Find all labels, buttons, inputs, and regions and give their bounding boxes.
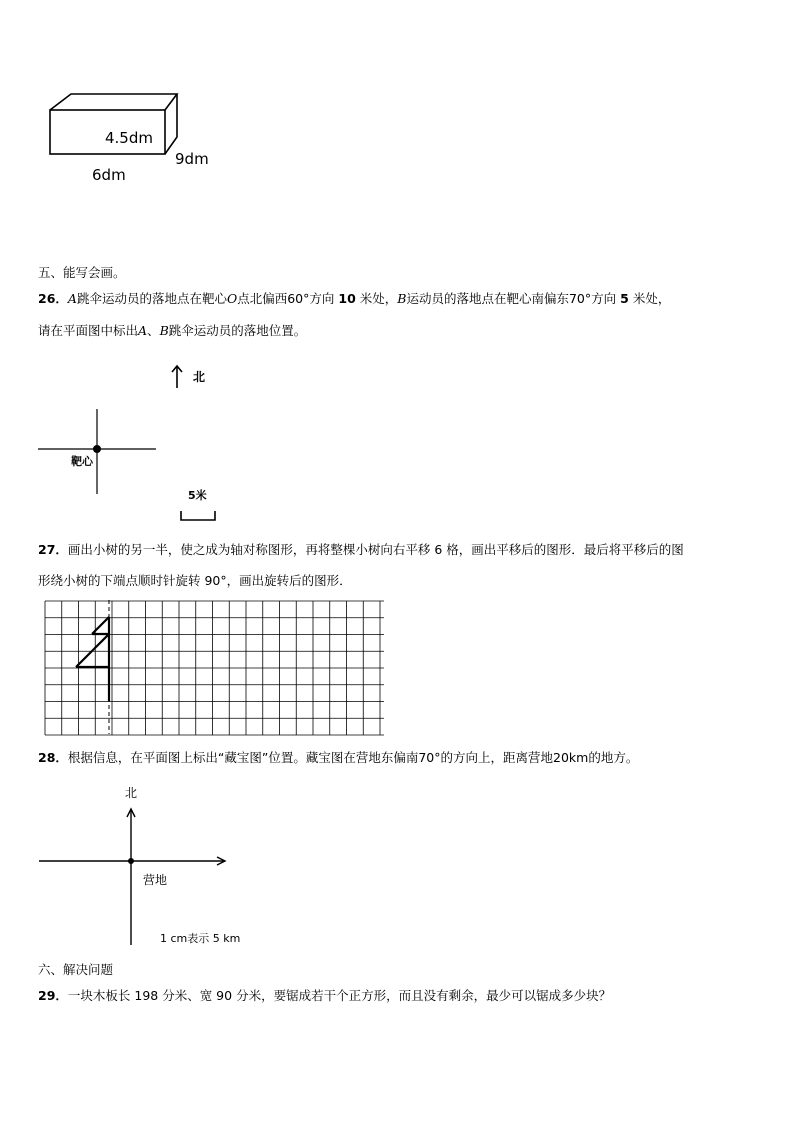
q27-line1	[38, 542, 684, 558]
q26-angle1: 60°	[287, 291, 310, 306]
box-length-label: 6dm	[92, 166, 126, 184]
q29-line	[38, 988, 611, 1004]
point-a-label: A	[138, 323, 148, 338]
q26-sep: 、	[147, 323, 160, 338]
q26-text: 请在平面图中标出	[38, 323, 139, 338]
q26-distance1: 10	[338, 291, 356, 306]
q28-camp-figure	[30, 780, 270, 950]
q28-distance: 20km	[553, 750, 589, 765]
box-depth-label: 9dm	[175, 150, 209, 168]
q28-number: 28．	[38, 750, 68, 765]
q28-text: 根据信息，在平面图上标出“藏宝图”位置。藏宝图在营地东偏南	[67, 750, 419, 765]
section-six-heading: 六、解决问题	[38, 962, 114, 977]
q27-number: 27．	[38, 542, 68, 557]
q26-target-figure	[30, 360, 250, 530]
q26-text: 米处，	[359, 291, 398, 306]
north-label: 北	[193, 370, 206, 384]
q28-text: 的地方。	[588, 750, 639, 765]
q28-angle: 70°	[418, 750, 441, 765]
q26-distance2: 5	[620, 291, 629, 306]
q26-text: 方向	[591, 291, 617, 306]
q29-number: 29．	[38, 988, 68, 1003]
q26-angle2: 70°	[568, 291, 592, 306]
q26-number: 26．	[38, 291, 68, 306]
point-b-label: B	[159, 323, 169, 338]
section-five-heading: 五、能写会画。	[38, 265, 126, 280]
half-tree	[76, 617, 109, 701]
q26-text: 跳伞运动员的落地位置。	[168, 323, 307, 338]
q26-text: 米处，	[632, 291, 671, 306]
scale-label: 1 cm表示 5 km	[160, 932, 241, 945]
q27-text: 画出小树的另一半，使之成为轴对称图形，再将整棵小树向右平移 6 格，画出平移后的图形．最后将平移后的图	[67, 542, 684, 557]
q26-text: 点北偏西	[237, 291, 288, 306]
tree-grid	[44, 600, 384, 738]
q26-text: 方向	[309, 291, 335, 306]
point-b-label: B	[397, 291, 407, 306]
scale-label: 5米	[188, 489, 207, 502]
q26-line2	[38, 323, 306, 339]
q28-text: 的方向上，距离营地	[440, 750, 554, 765]
q29-text: 一块木板长 198 分米、宽 90 分米，要锯成若干个正方形，而且没有剩余，最少可以锯成多少块？	[67, 988, 612, 1003]
q28-line	[38, 750, 638, 766]
point-a-label: A	[67, 291, 77, 306]
box-height-label: 4.5dm	[105, 129, 153, 147]
north-label: 北	[125, 786, 138, 800]
q26-text: 跳伞运动员的落地点在靶心	[76, 291, 227, 306]
q26-line1	[38, 291, 670, 307]
camp-label: 营地	[143, 873, 168, 887]
point-o-label: O	[226, 291, 238, 306]
target-center-label: 靶心	[71, 455, 93, 468]
cuboid-figure	[40, 85, 240, 195]
q26-text: 运动员的落地点在靶心南偏东	[406, 291, 569, 306]
q27-line2: 形绕小树的下端点顺时针旋转 90°，画出旋转后的图形．	[38, 573, 352, 588]
